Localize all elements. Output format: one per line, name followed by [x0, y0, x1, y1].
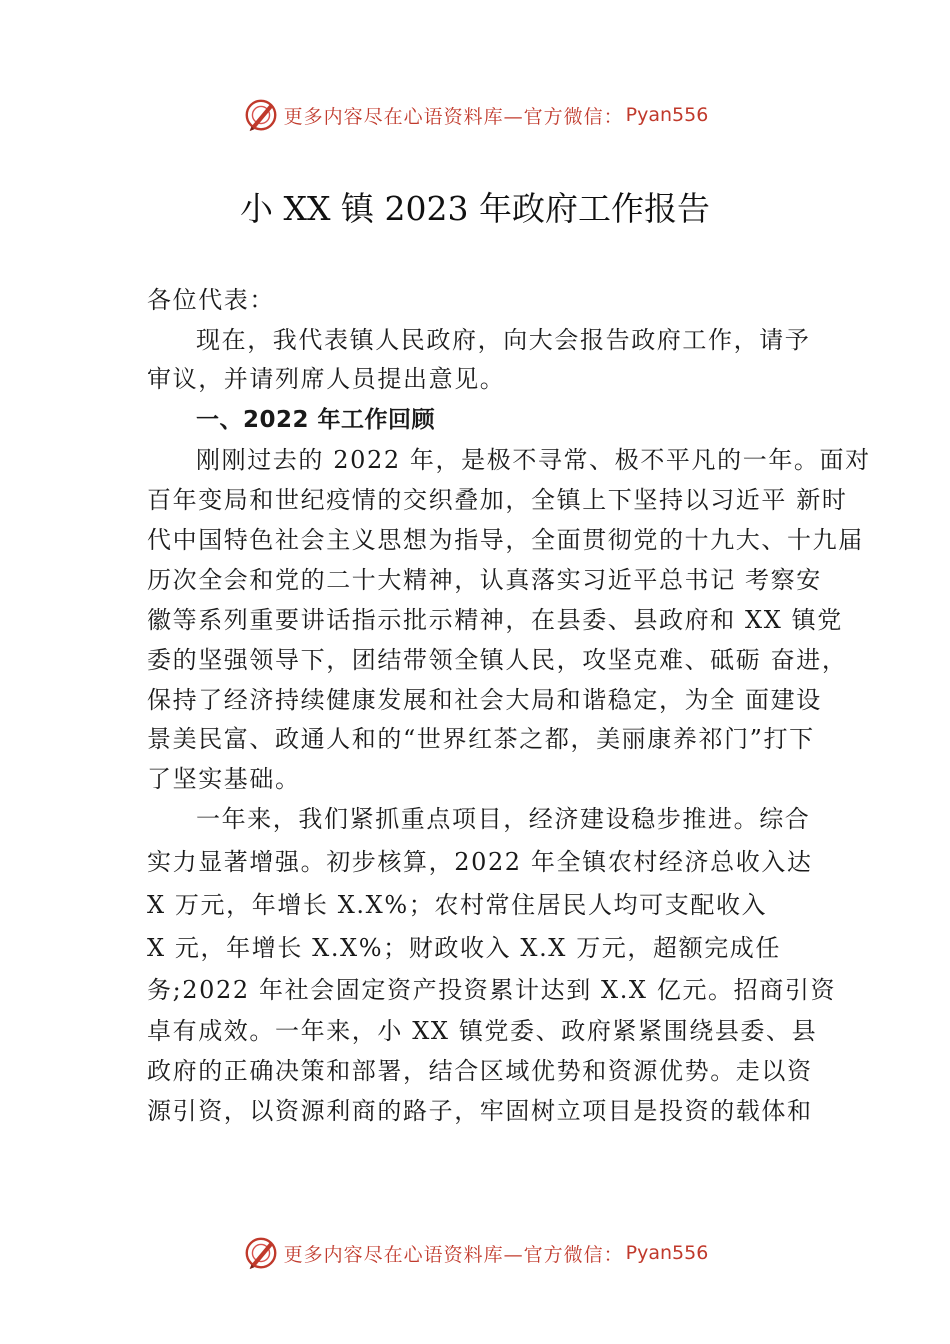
document-title: 小 XX 镇 2023 年政府工作报告: [240, 189, 710, 228]
body-line: 务;2022 年社会固定资产投资累计达到 X.X 亿元。招商引资: [147, 976, 837, 1004]
pen-logo-icon: [242, 1234, 280, 1272]
pen-logo-icon: [242, 96, 280, 134]
banner-wechat-id: Pyan556: [625, 104, 709, 126]
body-line: 了坚实基础。: [147, 765, 301, 793]
body-line: 源引资，以资源利商的路子，牢固树立项目是投资的载体和: [147, 1097, 813, 1125]
body-line: 实力显著增强。初步核算，2022 年全镇农村经济总收入达: [147, 848, 813, 876]
body-line: 景美民富、政通人和的“世界红茶之都，美丽康养祁门”打下: [147, 725, 815, 753]
body-line: 一年来，我们紧抓重点项目，经济建设稳步推进。综合: [196, 805, 811, 833]
body-line: 保持了经济持续健康发展和社会大局和谐稳定，为全 面建设: [147, 686, 822, 714]
body-line: 徽等系列重要讲话指示批示精神，在县委、县政府和 XX 镇党: [147, 606, 843, 634]
body-line: X 万元，年增长 X.X%；农村常住居民人均可支配收入: [147, 891, 768, 919]
body-line: 代中国特色社会主义思想为指导，全面贯彻党的十九大、十九届: [147, 526, 864, 554]
body-line: 历次全会和党的二十大精神，认真落实习近平总书记 考察安: [147, 566, 822, 594]
banner-wechat-id: Pyan556: [625, 1242, 709, 1264]
footer-banner: [0, 1233, 950, 1273]
body-line: 卓有成效。一年来，小 XX 镇党委、政府紧紧围绕县委、县: [147, 1017, 818, 1045]
body-line: X 元，年增长 X.X%；财政收入 X.X 万元，超额完成任: [147, 934, 782, 962]
body-line: 委的坚强领导下，团结带领全镇人民，攻坚克难、砥砺 奋进，: [147, 646, 848, 674]
body-line: 刚刚过去的 2022 年，是极不寻常、极不平凡的一年。面对: [196, 446, 871, 474]
banner-text: 更多内容尽在心语资料库—官方微信：: [283, 105, 624, 128]
body-line: 审议，并请列席人员提出意见。: [147, 365, 506, 393]
banner-text: 更多内容尽在心语资料库—官方微信：: [283, 1243, 624, 1266]
salutation: 各位代表：: [147, 286, 275, 314]
section-heading: 一、2022 年工作回顾: [196, 407, 436, 433]
body-line: 政府的正确决策和部署，结合区域优势和资源优势。走以资: [147, 1057, 813, 1085]
header-banner: [0, 95, 950, 135]
body-line: 百年变局和世纪疫情的交织叠加，全镇上下坚持以习近平 新时: [147, 486, 848, 514]
body-line: 现在，我代表镇人民政府，向大会报告政府工作，请予: [196, 326, 811, 354]
